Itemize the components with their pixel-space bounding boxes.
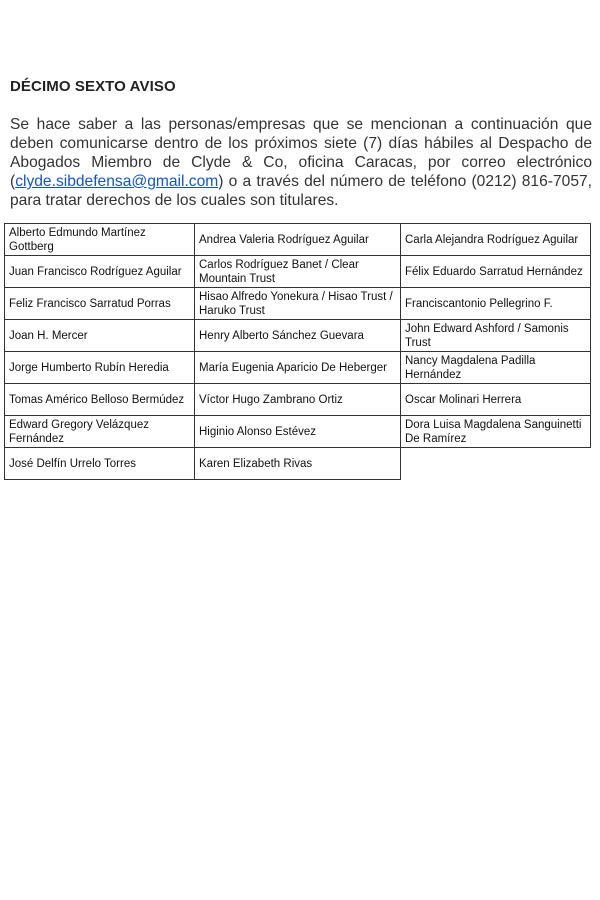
intro-text-before-email: Se hace saber a las personas/empresas que se mencionan a continuación que deben comunicarse dentro de los próximos siete (7) días hábiles al Despacho de Abogados Miembro de Clyde & Co, oficina Caracas, por correo electrónico ( — [10, 116, 592, 190]
email-link[interactable]: clyde.sibdefensa@gmail.com — [15, 173, 219, 190]
table-cell: Higinio Alonso Estévez — [195, 416, 401, 448]
intro-text-after-email: ) o a través del número de teléfono (0212) 816-7057, para tratar derechos de los cuales son titulares. — [10, 173, 592, 209]
table-cell: Jorge Humberto Rubín Heredia — [5, 352, 195, 384]
table-cell: Edward Gregory Velázquez Fernández — [5, 416, 195, 448]
table-cell: Juan Francisco Rodríguez Aguilar — [5, 256, 195, 288]
table-cell: Nancy Magdalena Padilla Hernández — [401, 352, 591, 384]
table-row — [5, 448, 591, 480]
table-cell: Carla Alejandra Rodríguez Aguilar — [401, 224, 591, 256]
table-row — [5, 224, 591, 256]
table-row — [5, 384, 591, 416]
table-cell: Henry Alberto Sánchez Guevara — [195, 320, 401, 352]
table-cell: John Edward Ashford / Samonis Trust — [401, 320, 591, 352]
table-cell: Hisao Alfredo Yonekura / Hisao Trust / Haruko Trust — [195, 288, 401, 320]
table-cell: Tomas Américo Belloso Bermúdez — [5, 384, 195, 416]
table-cell: José Delfín Urrelo Torres — [5, 448, 195, 480]
table-row — [5, 320, 591, 352]
table-cell: Andrea Valeria Rodríguez Aguilar — [195, 224, 401, 256]
table-row — [5, 416, 591, 448]
empty-cell — [401, 448, 591, 480]
table-cell: Karen Elizabeth Rivas — [195, 448, 401, 480]
table-cell: Félix Eduardo Sarratud Hernández — [401, 256, 591, 288]
table-cell: María Eugenia Aparicio De Heberger — [195, 352, 401, 384]
table-row — [5, 352, 591, 384]
table-cell: Oscar Molinari Herrera — [401, 384, 591, 416]
table-cell: Joan H. Mercer — [5, 320, 195, 352]
table-cell: Carlos Rodríguez Banet / Clear Mountain Trust — [195, 256, 401, 288]
table-cell: Dora Luisa Magdalena Sanguinetti De Ramírez — [401, 416, 591, 448]
table-cell: Víctor Hugo Zambrano Ortiz — [195, 384, 401, 416]
table-cell: Alberto Edmundo Martínez Gottberg — [5, 224, 195, 256]
table-row — [5, 256, 591, 288]
table-cell: Franciscantonio Pellegrino F. — [401, 288, 591, 320]
table-row — [5, 288, 591, 320]
table-cell: Feliz Francisco Sarratud Porras — [5, 288, 195, 320]
notice-intro — [10, 115, 592, 210]
names-table — [4, 223, 591, 480]
notice-title: DÉCIMO SEXTO AVISO — [10, 78, 176, 95]
